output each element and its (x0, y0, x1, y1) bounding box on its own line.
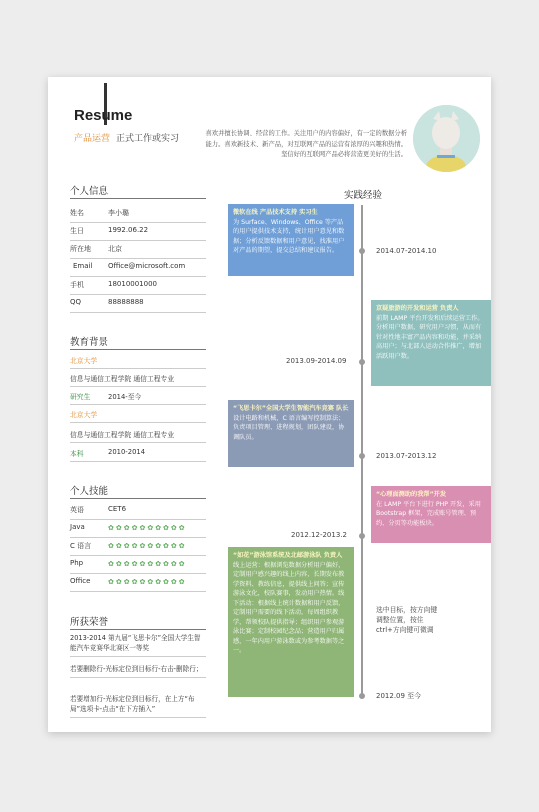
info-value: Office@microsoft.com (108, 262, 186, 270)
skill-key: Office (70, 577, 91, 585)
experience-card (228, 400, 354, 467)
experience-card-head: “心理面测助的我帮”开发 (376, 491, 447, 498)
timeline-dot (359, 693, 365, 699)
skills-title: 个人技能 (70, 486, 109, 497)
timeline-dot (359, 453, 365, 459)
timeline-line (361, 205, 363, 695)
experience-card (371, 300, 491, 386)
awards-title: 所获荣誉 (70, 617, 109, 628)
timeline-date: 2013.09-2014.09 (286, 357, 347, 365)
experience-card-head: 京疑旅游的开发和运营 负责人 (376, 305, 459, 312)
edu-degree (70, 387, 206, 405)
skill-rating-icon: ✿✿✿✿✿✿✿✿✿✿ (108, 542, 187, 550)
timeline-date: 2012.09 至今 (376, 692, 422, 700)
avatar-illustration (413, 105, 480, 172)
experience-card-body: 前期 LAMP 平台开发和后续运营工作。分析用户数据，研究用户习惯，从而有针对性地丰富产品内容和功能，并采纳高用户；与北部人运动合作推广，增加活跃用户数。 (376, 314, 484, 360)
skill-key: 英语 (70, 506, 84, 514)
skill-rating-icon: ✿✿✿✿✿✿✿✿✿✿ (108, 524, 187, 532)
info-value: 李小璐 (108, 209, 129, 217)
info-row-birthday (70, 222, 206, 241)
timeline-dot (359, 533, 365, 539)
personal-info-divider (70, 198, 206, 199)
skill-key: Java (70, 523, 85, 531)
experience-card-body: 为 Surface、Windows、Office 等产品的用户提供技术支持，统计用户意见和数据；分析反馈数据和用户意见，找准用户对产品的期望，提交总结和建议报告。 (233, 218, 345, 254)
timeline-dot (359, 248, 365, 254)
major-name: 信息与通信工程学院 通信工程专业 (70, 431, 175, 439)
info-value: 1992.06.22 (108, 226, 149, 234)
award-item: 若要增加行-光标定位到目标行，在上方“布局”选项卡-点击“在下方插入” (70, 694, 206, 718)
info-row-phone (70, 276, 206, 295)
info-key: QQ (70, 298, 82, 306)
info-row-qq (70, 294, 206, 313)
personal-info-title: 个人信息 (70, 186, 109, 197)
info-row-location (70, 240, 206, 259)
degree-period: 2014-至今 (108, 393, 142, 401)
info-key: 所在地 (70, 245, 91, 253)
school-name: 北京大学 (70, 357, 98, 365)
edu-major (70, 369, 206, 387)
edu-school (70, 405, 206, 423)
degree-name: 研究生 (70, 393, 91, 401)
education-title: 教育背景 (70, 337, 109, 348)
experience-title: 实践经验 (344, 190, 383, 201)
timeline-date: 2012.12-2013.2 (291, 531, 347, 539)
info-row-name (70, 204, 206, 223)
resume-paper (48, 77, 491, 732)
timeline-date: 2014.07-2014.10 (376, 247, 437, 255)
job-role: 产品运营 (74, 134, 111, 144)
skill-row-php (70, 555, 206, 574)
info-key: 生日 (70, 227, 84, 235)
experience-card-body: 设计电路和机械，C 语言编写控制算法；负责项目管理、进程规划，团队建设，协调队员。 (233, 414, 345, 441)
info-key: 姓名 (70, 209, 84, 217)
skill-key: C 语言 (70, 542, 92, 550)
award-item: 若要删除行-光标定位到目标行-右击-删除行； (70, 664, 206, 678)
skill-row-english (70, 501, 206, 520)
edu-school (70, 351, 206, 369)
experience-card-head: “飞思卡尔”全国大学生智能汽车竞赛 队长 (233, 405, 349, 412)
experience-card (228, 204, 354, 276)
edu-major (70, 425, 206, 443)
skill-row-c (70, 537, 206, 556)
skill-rating-icon: ✿✿✿✿✿✿✿✿✿✿ (108, 560, 187, 568)
awards-divider (70, 629, 206, 630)
skill-value: CET6 (108, 505, 127, 513)
info-key: Email (73, 262, 93, 270)
edit-hint-note: 选中目标，按方向键调整位置，按住 ctrl+方向键可微调 (376, 606, 438, 634)
skill-key: Php (70, 559, 84, 567)
experience-card-body: 在 LAMP 平台下进行 PHP 开发，采用 Bootstrap 框架，完成账号管理、预约、分页等功能板块。 (376, 500, 481, 527)
edu-degree (70, 444, 206, 462)
experience-card-body: 线上运营：根据浏览数据分析用户偏好，定制用户感兴趣的线上内容，长期发布教学资料、教练信息，提供线上问答；宣传游泳文化，校队赛事，发动用户热情。线下活动：根据线上统计数据和用户反馈，定制用户需要的线下活动，每周组织教学，帮领校队提供指导；组织用户参观游泳比赛；定制校园纪念品；营造用户归属感，一年内用户游泳数或为参考数据等之一。 (233, 561, 345, 654)
degree-name: 本科 (70, 450, 84, 458)
info-row-email (70, 258, 206, 277)
info-value: 88888888 (108, 298, 144, 306)
experience-card-head: 微软在线 产品技术支持 实习生 (233, 209, 318, 216)
timeline-dot (359, 359, 365, 365)
school-name: 北京大学 (70, 411, 98, 419)
experience-card (228, 547, 354, 697)
info-key: 手机 (70, 281, 84, 289)
info-value: 18010001000 (108, 280, 157, 288)
page-title: Resume (74, 107, 133, 124)
info-value: 北京 (108, 245, 122, 253)
job-status: 正式工作或实习 (116, 134, 180, 144)
education-divider (70, 349, 206, 350)
avatar (413, 105, 480, 172)
degree-period: 2010-2014 (108, 448, 146, 456)
timeline-date: 2013.07-2013.12 (376, 452, 437, 460)
major-name: 信息与通信工程学院 通信工程专业 (70, 375, 175, 383)
experience-card (371, 486, 491, 543)
skill-rating-icon: ✿✿✿✿✿✿✿✿✿✿ (108, 578, 187, 586)
experience-card-head: “如花”游泳馆系统及北邮游泳队 负责人 (233, 552, 343, 559)
skills-divider (70, 498, 206, 499)
self-intro: 喜欢并擅长协调、经营的工作。关注用户的内容偏好，有一定的数据分析能力。喜欢新技术、新产品，对互联网产品的运营有浓厚的兴趣和热情。坚信好的互联网产品必将营造更美好的生活。 (205, 130, 407, 158)
skill-row-java (70, 519, 206, 538)
skill-row-office (70, 573, 206, 592)
award-item: 2013-2014 第九届“飞思卡尔”全国大学生智能汽车竞赛华北赛区一等奖 (70, 633, 206, 657)
